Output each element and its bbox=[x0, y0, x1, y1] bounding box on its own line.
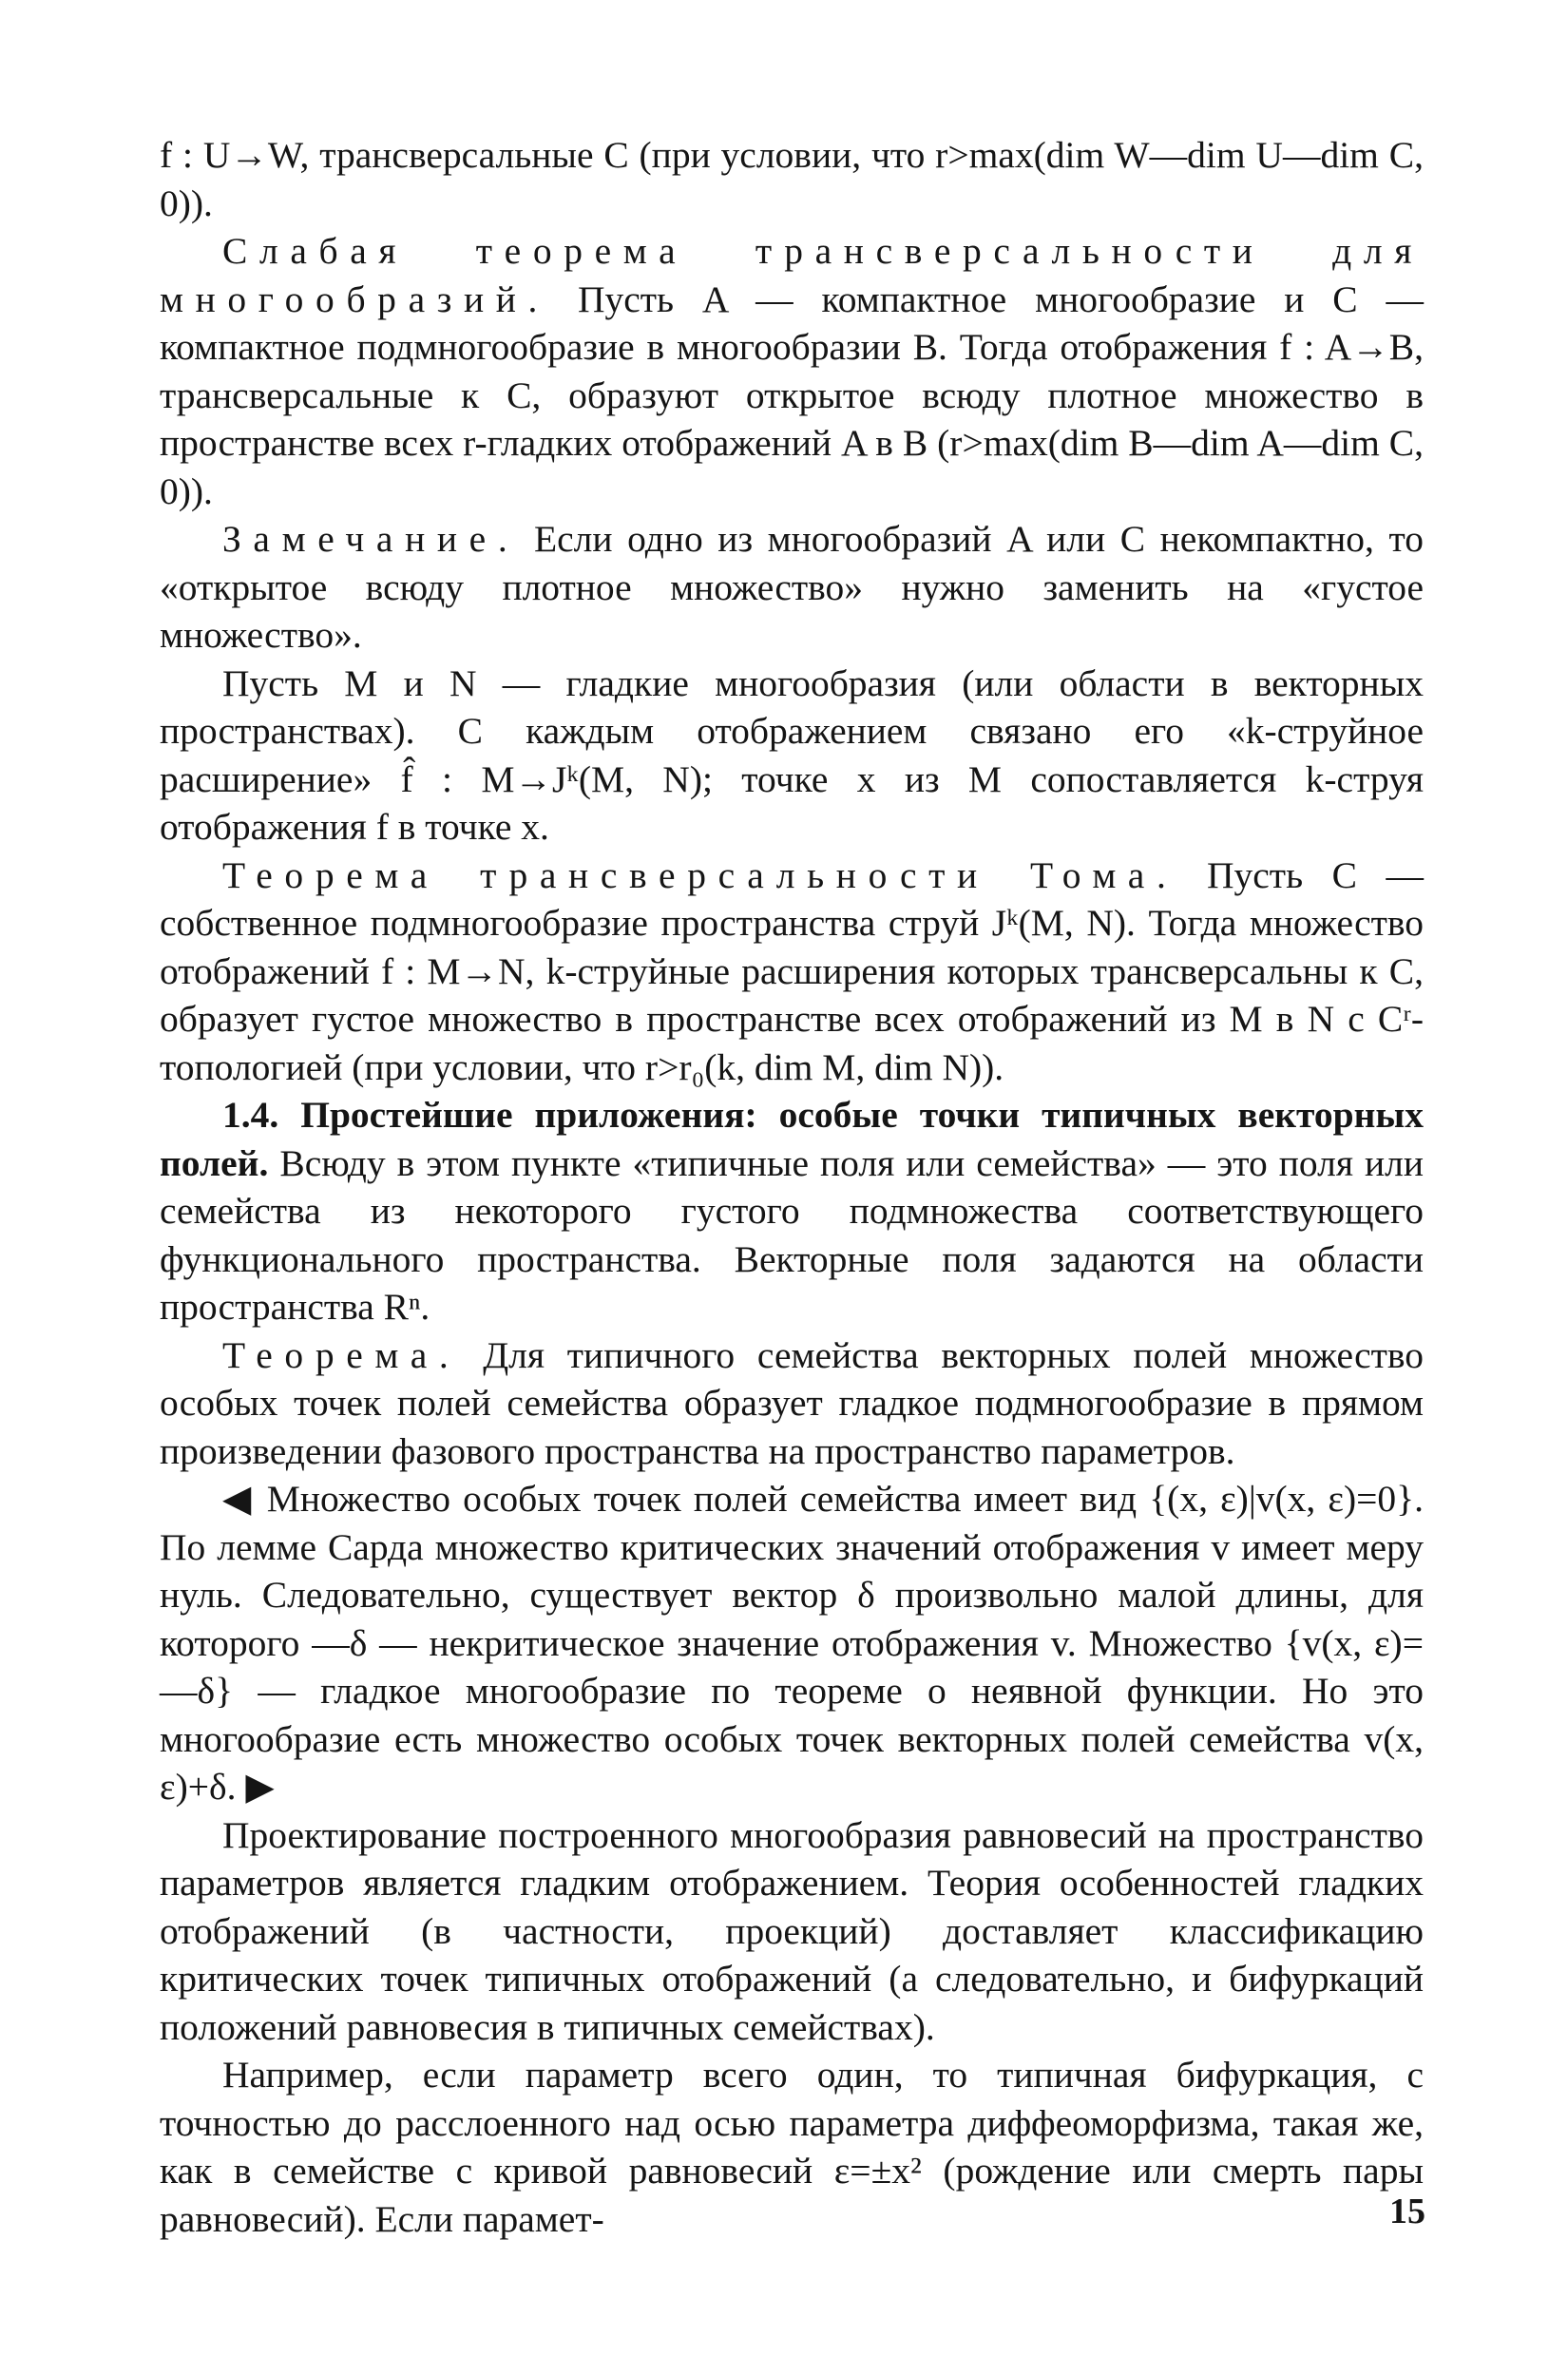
remark-lead: Замечание. bbox=[222, 518, 520, 560]
page-number: 15 bbox=[1389, 2192, 1425, 2231]
paragraph-2: Замечание. Если одно из многообразий A или C некомпактно, то «открытое всюду плотное множество» нужно заменить на «густое множество». bbox=[160, 518, 1424, 656]
paragraph-6: Теорема. Для типичного семейства векторных полей множество особых точек полей семейства образует гладкое подмногообразие в прямом произведении фазового пространства на пространство параметров. bbox=[160, 1333, 1424, 1472]
paragraph-4: Теорема трансверсальности Тома. Пусть C — собственное подмногообразие пространства струй Jᵏ(M, N). Тогда множество отображений f : M→N, k-струйные расширения которых трансверсальны к C, образует густое множество в пространстве всех отображений из M в N с Cʳ-топологией (при условии, что r>r₀(k, dim M, dim N)). bbox=[160, 853, 1424, 1088]
paragraph-0: f : U→W, трансверсальные C (при условии, что r>max(dim W—dim U—dim C, 0)). bbox=[160, 134, 1424, 224]
paragraph-1: Слабая теорема трансверсальности для многообразий. Пусть A — компактное многообразие и C — компактное подмногообразие в многообразии B. Тогда отображения f : A→B, трансверсальные к C, образуют открытое всюду плотное множество в пространстве всех r-гладких отображений A в B (r>max(dim B—dim A—dim C, 0)). bbox=[160, 230, 1424, 512]
paragraph-5: 1.4. Простейшие приложения: особые точки типичных векторных полей. Всюду в этом пункте «типичные поля или семейства» — это поля или семейства из некоторого густого подмножества соответствующего функционального пространства. Векторные поля задаются на области пространства Rⁿ. bbox=[160, 1094, 1424, 1328]
theorem-lead: Слабая теорема трансверсальности для многообразий. bbox=[160, 230, 1424, 320]
paragraph-7: ◀ Множество особых точек полей семейства имеет вид {(x, ε)|v(x, ε)=0}. По лемме Сарда множество критических значений отображения v имеет меру нуль. Следовательно, существует вектор δ произвольно малой длины, для которого —δ — некритическое значение отображения v. Множество {v(x, ε)=—δ} — гладкое многообразие по теореме о неявной функции. Но это многообразие есть множество особых точек векторных полей семейства v(x, ε)+δ. ▶ bbox=[160, 1478, 1424, 1808]
paragraph-3: Пусть M и N — гладкие многообразия (или области в векторных пространствах). С каждым отображением связано его «k-струйное расширение» f̂ : M→Jᵏ(M, N); точке x из M сопоставляется k-струя отображения f в точке x. bbox=[160, 661, 1424, 848]
page-text bbox=[160, 131, 1424, 2243]
paragraph-8: Проектирование построенного многообразия равновесий на пространство параметров является гладким отображением. Теория особенностей гладких отображений (в частности, проекций) доставляет классификацию критических точек типичных отображений (а следовательно, и бифуркаций положений равновесия в типичных семействах). bbox=[160, 1813, 1424, 2048]
theorem-lead: Теорема трансверсальности Тома. bbox=[222, 853, 1178, 896]
paragraph-9: Например, если параметр всего один, то типичная бифуркация, с точностью до расслоенного над осью параметра диффеоморфизма, такая же, как в семействе с кривой равновесий ε=±x² (рождение или смерть пары равновесий). Если парамет- bbox=[160, 2054, 1424, 2240]
section-heading: 1.4. Простейшие приложения: особые точки типичных векторных полей. bbox=[160, 1094, 1424, 1184]
theorem-lead: Теорема. bbox=[222, 1333, 461, 1376]
